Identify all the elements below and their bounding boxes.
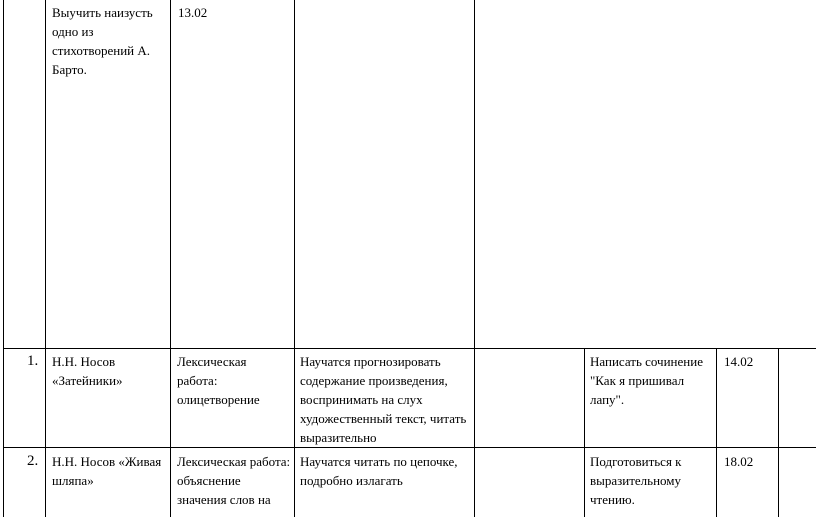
grid-line	[170, 348, 171, 517]
grid-line	[584, 348, 585, 517]
lexical-work-cell: Лексическая работа: объяснение значения слов на	[177, 454, 291, 507]
date-cell: 13.02	[178, 5, 208, 20]
lesson-title-cell: Н.Н. Носов «Затейники»	[52, 354, 123, 388]
learning-outcomes-cell: Научатся читать по цепочке, подробно излагать	[300, 454, 458, 488]
homework-cell: Написать сочинение "Как я пришивал лапу".	[590, 354, 703, 407]
grid-line	[3, 447, 816, 448]
grid-line	[3, 348, 816, 349]
grid-line	[3, 348, 4, 517]
grid-line	[778, 348, 779, 517]
grid-line	[294, 348, 295, 517]
grid-line	[474, 0, 475, 349]
grid-line	[45, 0, 46, 349]
date-cell: 18.02	[724, 454, 754, 469]
homework-cell: Выучить наизусть одно из стихотворений А. Барто.	[52, 5, 153, 77]
grid-line	[3, 0, 4, 349]
row-number: 2.	[27, 453, 39, 469]
grid-line	[294, 0, 295, 349]
lesson-title-cell: Н.Н. Носов «Живая шляпа»	[52, 454, 162, 488]
lexical-work-cell: Лексическая работа: олицетворение	[177, 354, 260, 407]
row-number: 1.	[27, 353, 39, 369]
learning-outcomes-cell: Научатся прогнозировать содержание произведения, воспринимать на слух художественный текст, читать выразительно	[300, 354, 467, 445]
grid-line	[716, 348, 717, 517]
grid-line	[170, 0, 171, 349]
homework-cell: Подготовиться к выразительному чтению.	[590, 454, 682, 507]
grid-line	[45, 348, 46, 517]
date-cell: 14.02	[724, 354, 754, 369]
grid-line	[474, 348, 475, 517]
